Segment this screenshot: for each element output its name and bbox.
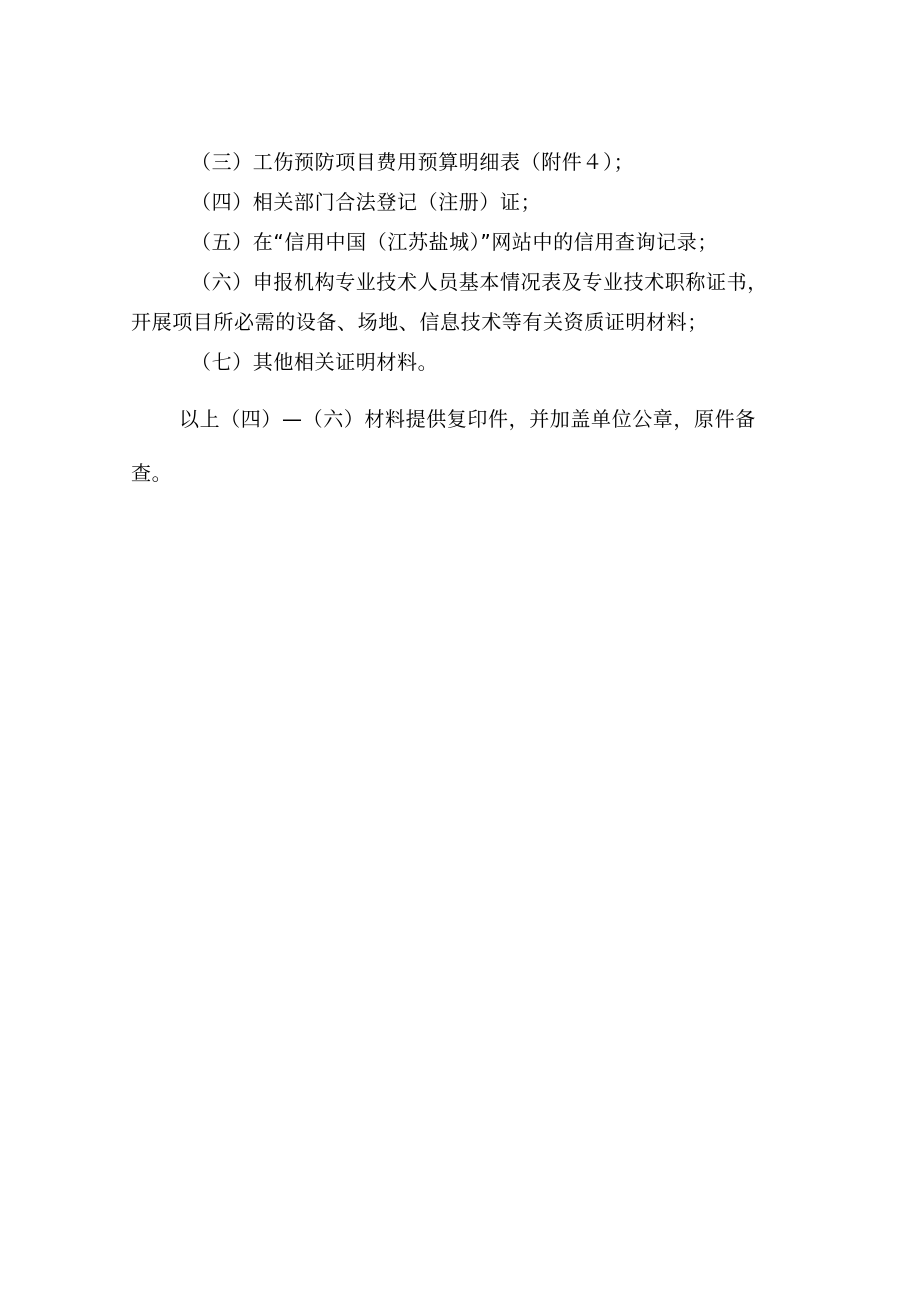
list-item-five (131, 222, 803, 262)
list-item-five-line-1: （五）在“信用中国（江苏盐城）”网站中的信用查询记录； (191, 230, 718, 254)
list-item-four (131, 182, 803, 222)
document-body (131, 142, 803, 500)
list-item-seven (131, 342, 803, 382)
list-item-four-line-1: （四）相关部门合法登记（注册）证； (191, 190, 542, 214)
list-item-three-line-1: （三）工伤预防项目费用预算明细表（附件４）； (191, 150, 635, 174)
list-item-six-line-2: 开展项目所必需的设备、场地、信息技术等有关资质证明材料； (131, 310, 708, 334)
list-item-six (131, 262, 803, 342)
list-item-six-line-1: （六）申报机构专业技术人员基本情况表及专业技术职称证书， (191, 270, 768, 294)
list-item-three (131, 142, 803, 182)
closing-note (131, 392, 803, 500)
closing-note-line-1: 以上（四）—（六）材料提供复印件，并加盖单位公章，原件备 (179, 407, 756, 431)
list-item-seven-line-1: （七）其他相关证明材料。 (191, 350, 439, 374)
closing-note-line-2: 查。 (131, 461, 173, 485)
